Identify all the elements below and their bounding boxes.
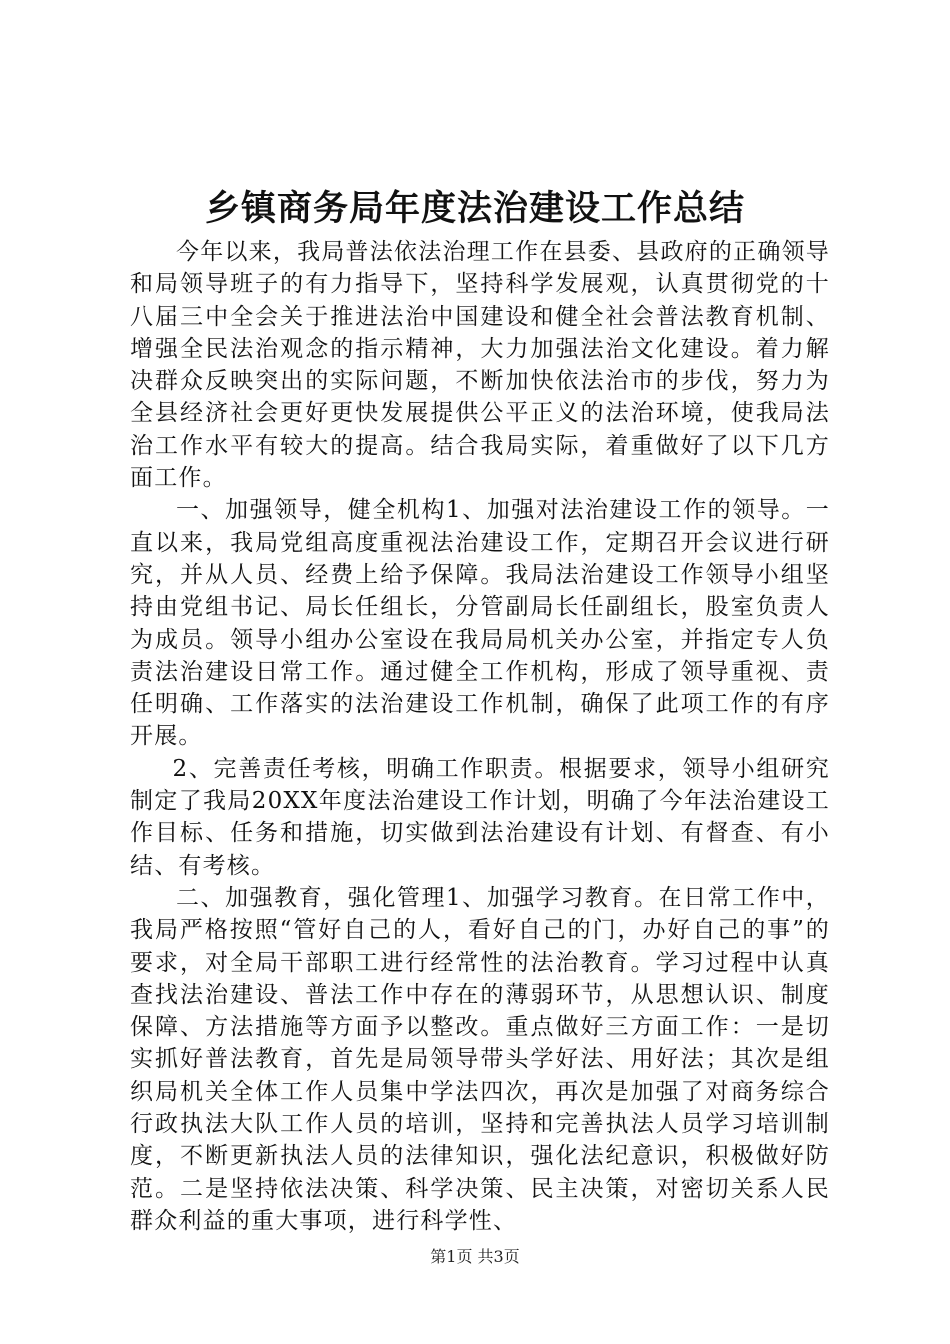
paragraph-responsibility: 2、完善责任考核，明确工作职责。根据要求，领导小组研究制定了我局20XX年度法治建设工作计划，明确了今年法治建设工作目标、任务和措施，切实做到法治建设有计划、有督查、有小结、有考核。 (130, 755, 830, 879)
page-number-footer: 第1页 共3页 (430, 1247, 520, 1266)
document-body (130, 236, 830, 1237)
paragraph-section-one: 一、加强领导，健全机构1、加强对法治建设工作的领导。一直以来，我局党组高度重视法治建设工作，定期召开会议进行研究，并从人员、经费上给予保障。我局法治建设工作领导小组坚持由党组书记、局长任组长，分管副局长任副组长，股室负责人为成员。领导小组办公室设在我局局机关办公室，并指定专人负责法治建设日常工作。通过健全工作机构，形成了领导重视、责任明确、工作落实的法治建设工作机制，确保了此项工作的有序开展。 (130, 497, 830, 750)
paragraph-section-two: 二、加强教育，强化管理1、加强学习教育。在日常工作中，我局严格按照“管好自己的人，看好自己的门，办好自己的事”的要求，对全局干部职工进行经常性的法治教育。学习过程中认真查找法治建设、普法工作中存在的薄弱环节，从思想认识、制度保障、方法措施等方面予以整改。重点做好三方面工作：一是切实抓好普法教育，首先是局领导带头学好法、用好法；其次是组织局机关全体工作人员集中学法四次，再次是加强了对商务综合行政执法大队工作人员的培训，坚持和完善执法人员学习培训制度，不断更新执法人员的法律知识，强化法纪意识，积极做好防范。二是坚持依法决策、科学决策、民主决策，对密切关系人民群众利益的重大事项，进行科学性、 (130, 884, 830, 1234)
document-title: 乡镇商务局年度法治建设工作总结 (204, 188, 745, 229)
paragraph-intro: 今年以来，我局普法依法治理工作在县委、县政府的正确领导和局领导班子的有力指导下，坚持科学发展观，认真贯彻党的十八届三中全会关于推进法治中国建设和健全社会普法教育机制、增强全民法治观念的指示精神，大力加强法治文化建设。着力解决群众反映突出的实际问题，不断加快依法治市的步伐，努力为全县经济社会更好更快发展提供公平正义的法治环境，使我局法治工作水平有较大的提高。结合我局实际，着重做好了以下几方面工作。 (130, 239, 830, 492)
